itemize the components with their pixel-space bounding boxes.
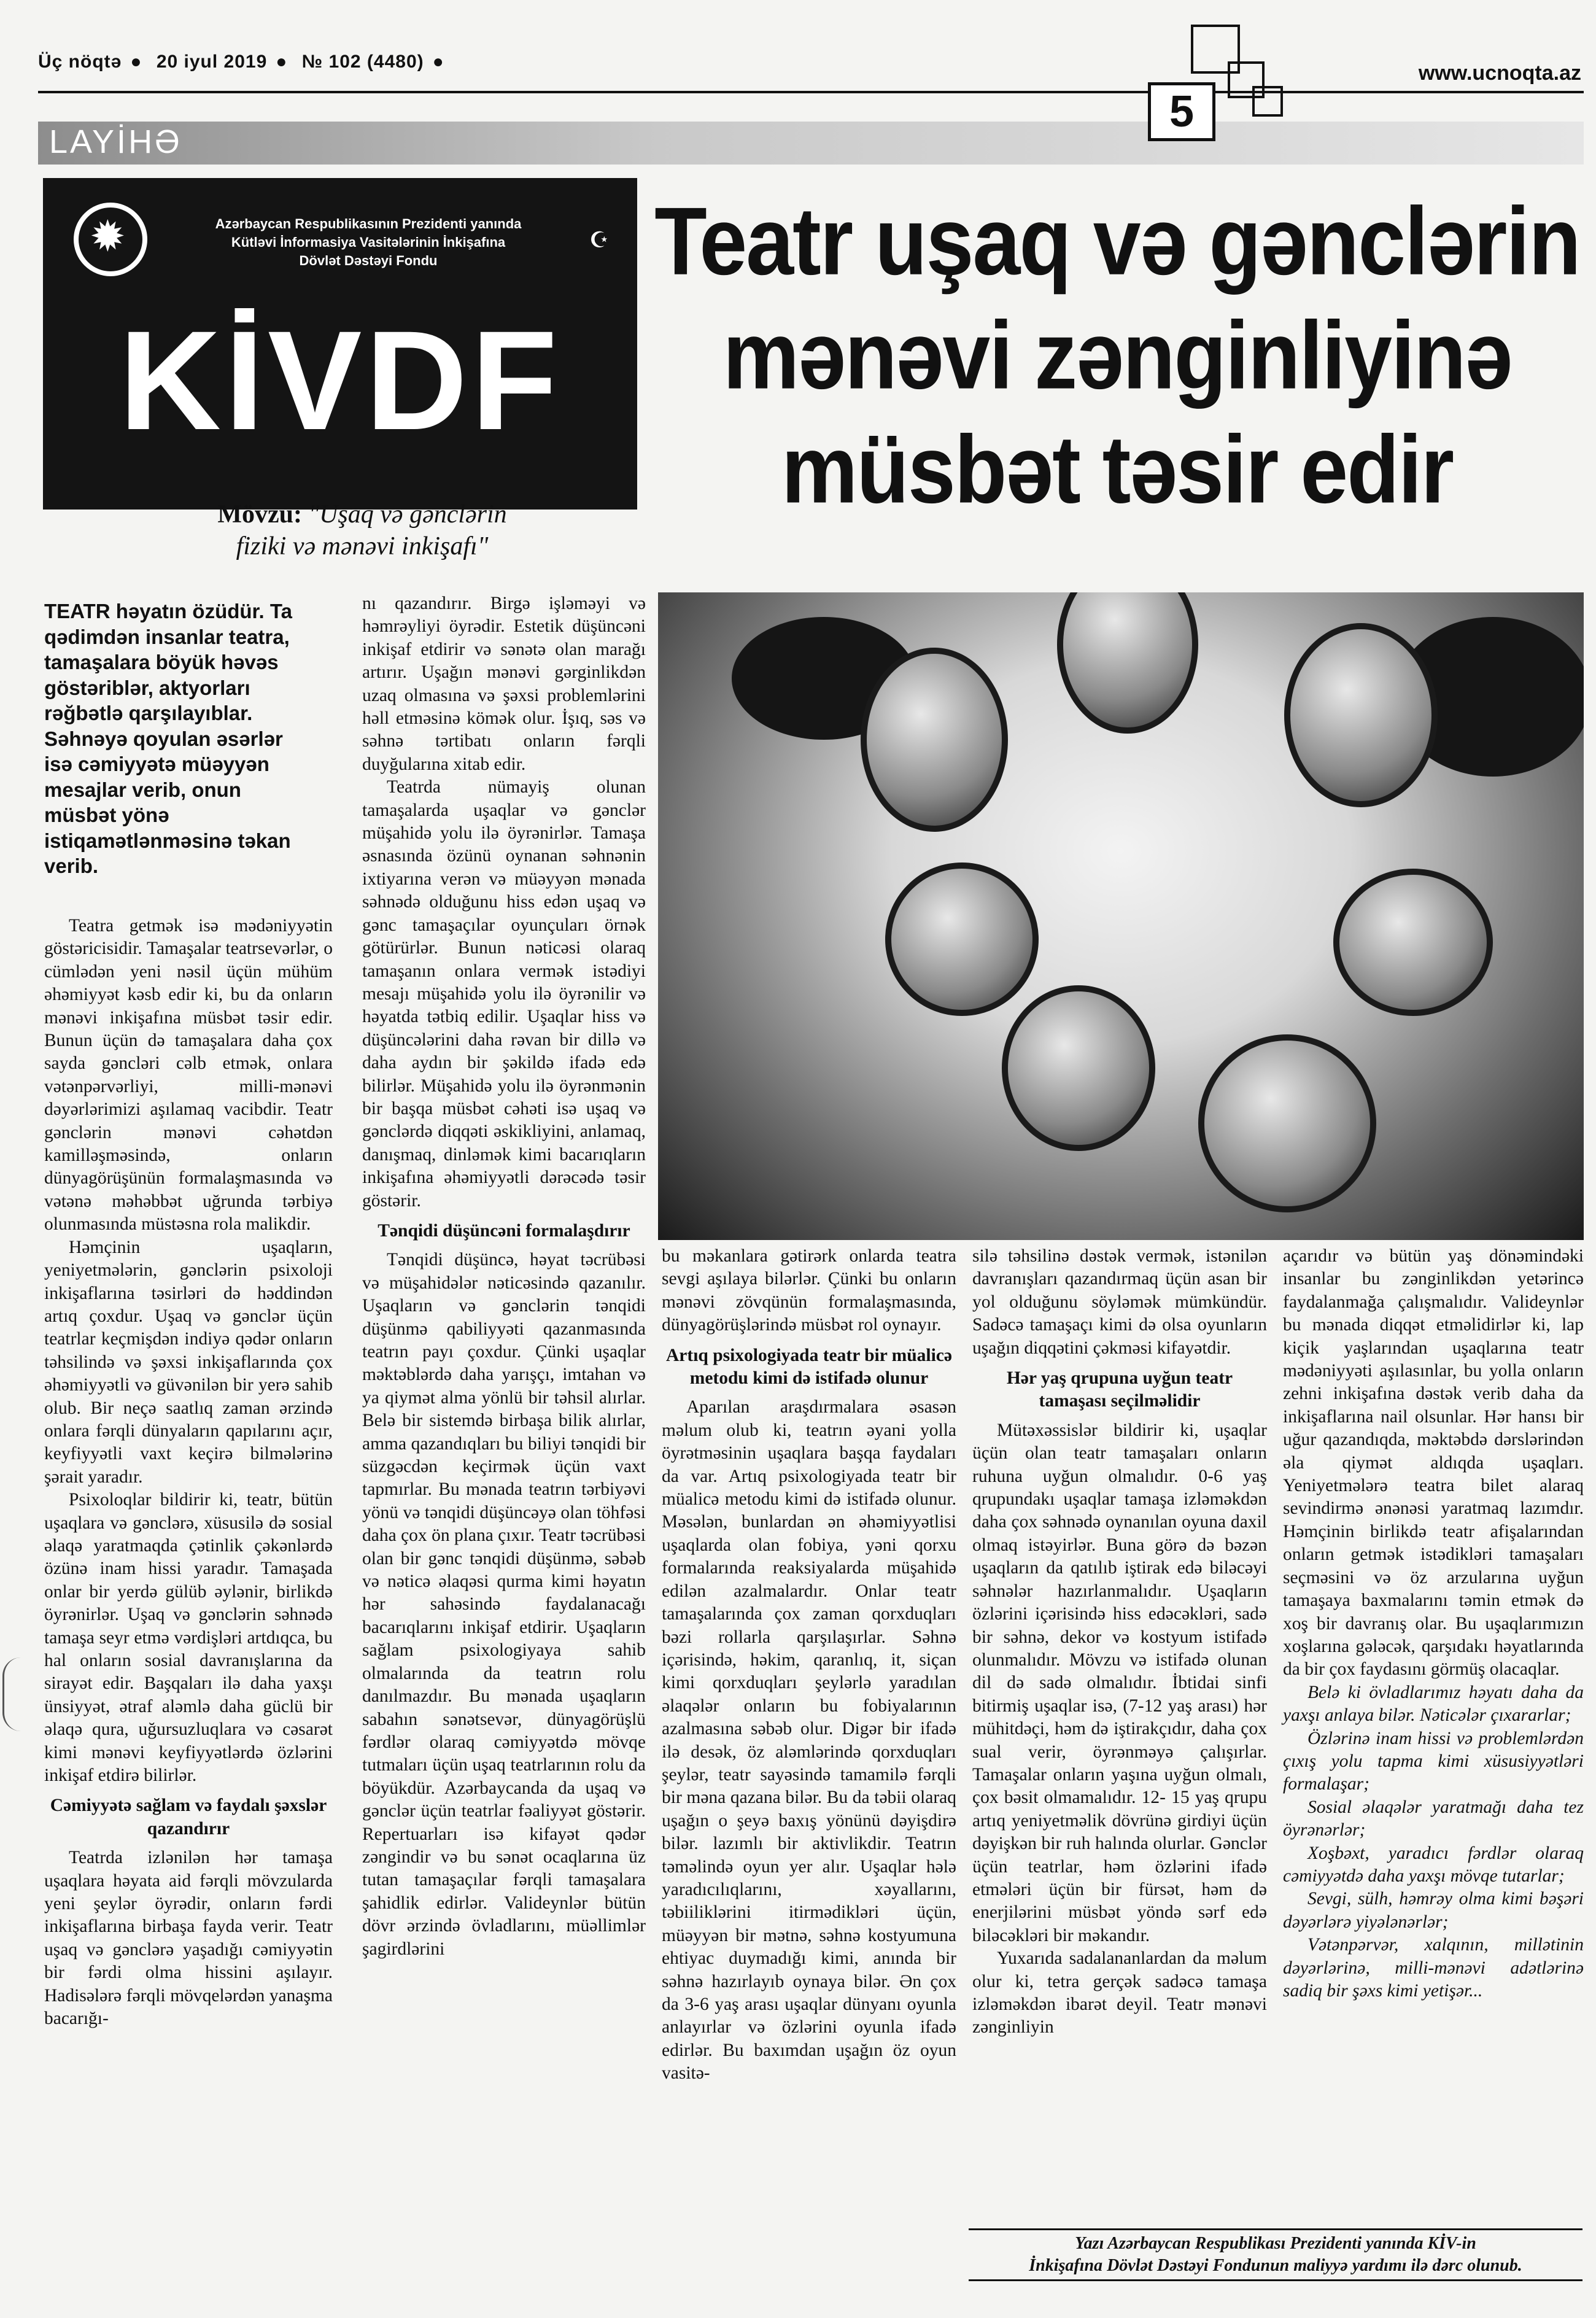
photo-face-1 <box>861 648 1008 832</box>
section-strip <box>38 122 1584 165</box>
c3-paragraph-2: Aparılan araşdırmalara əsasən məlum olub ki, teatrın əyani yolla öyrətməsinin uşaqlara başqa faydaları da var. Artıq psixologiyada teatr bir müalicə metodu kimi də istifadə olunur. Məsələn, bunlardan ən əhəmiyyətlisi uşaqlarda olan fobiya, yəni qorxu formalarında reaksiyalarda müşahidə edilən azalmalardır. Onlar teatr tamaşalarında çox zaman qorxduqları bəzi rollarla qarşılaşırlar. Səhnə içərisində, həkim, qaranlıq, it, siçan kimi qorxduqları şeylərlə yaradılan əlaqələr onların bu fobiyalarının azalmasına səbəb olur. Digər bir ifadə ilə desək, öz aləmlərində qorxduqları şeylər, teatr sayəsində tamamilə fərqli bir məna qazana bilər. Bu da təbii olaraq uşağın o şeyə baxış yönünü dəyişdirə bilər. lazımlı bir aktivlikdir. Teatrın təməlində oyun yer alır. Uşaqlar hələ yaradıcılıqlarını, xəyallarını, təbiiliklərini itirmədikləri üçün, müəyyən bir mətnə, səhnə kostyumuna ehtiyac duymadığı kimi, anında bir səhnə hazırlayıb oynaya bilər. Ən çox da 3-6 yaş arası uşaqlar dünyanı oyunla anlayırlar və özlərini oyunla ifadə edirlər. Bu baxımdan uşağın öz oyun vasitə- <box>662 1397 956 2083</box>
photo-face-3 <box>1284 623 1438 807</box>
section-label: LAYİHƏ <box>49 123 182 160</box>
topic-line2: fiziki və mənəvi inkişafı" <box>236 532 489 560</box>
topic-line1: "Uşaq və gənclərin <box>308 500 507 529</box>
c2-paragraph-3: Tənqidi düşüncə, həyat təcrübəsi və müşahidələr nəticəsində qazanılır. Uşaqların və gənclərin tənqidi düşünmə qabiliyyəti qazanmasında teatrın payı çoxdur. Çünki uşaqlar məktəblərdə daha yarışçı, imtahan və ya qiymət alma yönlü bir təhsil alırlar. Belə bir sistemdə birbaşa bilik alırlar, amma qazandıqları bu biliyi tənqidi bir süzgəcdən keçirmək üçün vaxt tapmırlar. Bu mənada teatrın tərbiyəvi yönü və tənqidi düşüncəyə olan töhfəsi daha çox ön plana çıxır. Teatr təcrübəsi olan bir gənc tənqidi düşünmə, səbəb və nəticə əlaqəsi qurma kimi həyatın hər sahəsində faydalanacağı bacarıqlarını inkişaf etdirir. Uşaqların sağlam psixologiyaya sahib olmalarında da teatrın rolu danılmazdır. Bu mənada uşaqların sabahın sənətsevər, dünyagörüşlü fərdlər olaraq cəmiyyətdə mövqe tutmaları üçün uşaq teatrlarının rolu da böyükdür. Azərbaycanda da uşaq və gənclər üçün teatrlar fəaliyyət göstərir. Repertuarları isə kifayət qədər zəngindir və bu sənət ocaqlarına üz tutan tamaşaçılar fərqli tamaşalara şahidlik edirlər. Valideynlər bütün dövr ərzində övladlarını, müəllimlər şagirdlərini <box>362 1250 646 1959</box>
c1-paragraph-3: Psixoloqlar bildirir ki, teatr, bütün uşaqlara və gənclərə, xüsusilə də sosial əlaqə yaratmaqda çətinlik çəkənlərdə özünə inam hissi yaradır. Tamaşada onlar bir yerdə gülüb əylənir, birlikdə öyrənirlər. Uşaq və gənclərin səhnədə tamaşa seyr etmə vərdişləri artdıqca, bu hal onların sosial davranışlarına da sirayət edir. Başqaları ilə daha yaxşı ünsiyyət, ətraf aləmlə daha güclü bir əlaqə qura, uğursuzluqlara və cəsarət kimi mənəvi keyfiyyətlərdə özlərini inkişaf etdirə bilirlər. <box>44 1490 333 1786</box>
c4-paragraph-3: Yuxarıda sadalananlardan da məlum olur ki, tetra gerçək sadəcə tamaşa izləməkdən ibarət deyil. Teatr mənəvi zənginliyin <box>972 1948 1267 2037</box>
c1-subheading: Cəmiyyətə sağlam və faydalı şəxslər qazandırır <box>50 1796 327 1839</box>
c2-paragraph-1: nı qazandırır. Birgə işləməyi və həmrəyliyi öyrədir. Estetik düşüncəni inkişaf etdirir və sənətə olan marağı artırır. Uşağın mənəvi gərginlikdən uzaq olmasına və şəxsi problemlərini həll etməsinə kömək olur. İşıq, səs və səhnə tərtibatı onların fərqli duyğularına xitab edir. <box>362 594 646 774</box>
margin-pen-mark <box>2 1657 39 1731</box>
website-link[interactable]: www.ucnoqta.az <box>1418 61 1581 85</box>
column-2 <box>362 592 646 1961</box>
fund-name-line3: Dövlət Dəstəyi Fondu <box>299 253 438 268</box>
fund-name-line1: Azərbaycan Respublikasının Prezidenti yanında <box>215 216 522 231</box>
c5-italic-2: Özlərinə inam hissi və problemlərdən çıxış yolu tapma kimi xüsusiyyətləri formalaşar; <box>1283 1728 1584 1794</box>
column-3 <box>662 1245 956 2085</box>
footnote-line2: İnkişafına Dövlət Dəstəyi Fondunun maliyyə yardımı ilə dərc olunub. <box>1029 2256 1522 2275</box>
topic-label: Mövzu: <box>217 500 302 529</box>
photo-face-7 <box>1198 1034 1376 1212</box>
c3-paragraph-1: bu məkanlara gətirərk onlarda teatra sevgi aşılaya bilərlər. Çünki bu onların mənəvi zövqünün formalaşmasında, dünyagörüşlərində müsbət rol oynayır. <box>662 1246 956 1335</box>
c5-paragraph-1: açarıdır və bütün yaş dönəmindəki insanlar bu zənginlikdən yetərincə faydalanmağa çalışmalıdır. Valideynlər bu mənada diqqət etməlidirlər ki, lap kiçik yaşlarından uşaqlarına teatr mədəniyyəti aşılasınlar, bu yolla onların zehni inkişafına dəstək verib daha da inkişaflarına nail olsunlar. Hər hansı bir uğur qazandıqda, məktəbdə dərslərindən əla qiymət aldıqda uşaqları. Yeniyetmələrə teatra bilet alaraq sevindirmə ənənəsi yaratmaq lazımdır. Həmçinin birlikdə teatr afişalarından onların getmək istədikləri tamaşaları seçməsini və öz arzularına uyğun tamaşaya baxmalarını təmin etmək də xoş bir davranış olar. Bu uşaqlarımızın xoşlarına gələcək, qarşıdakı həyatlarında da bir çox faydasını görmüş olacaqlar. <box>1283 1246 1584 1680</box>
article-lead: TEATR həyatın özüdür. Ta qədimdən insanlar teatra, tamaşalara böyük həvəs göstəriblər, aktyorları rəğbətlə qarşılayıblar. Səhnəyə qoyulan əsərlər isə cəmiyyətə müəyyən mesajlar verib, onun müsbət yönə istiqamətlənməsinə təkan verib. <box>44 600 292 877</box>
masthead-info <box>38 52 453 72</box>
c4-paragraph-1: silə təhsilinə dəstək vermək, istənilən davranışları qazandırmaq üçün asan bir yol olduğunu söyləmək mümkündür. Sadəcə tamaşaçı kimi də olsa oyunların uşağın diqqətini çəkməsi kifayətdir. <box>972 1246 1267 1358</box>
headline <box>651 184 1584 527</box>
c1-paragraph-1: Teatra getmək isə mədəniyyətin göstəricisidir. Tamaşalar teatrsevərlər, o cümlədən yeni nəsil üçün mühüm əhəmiyyət kəsb edir ki, bu da onların mənəvi inkişafına müsbət təsir edir. Bunun üçün də tamaşalara daha çox sayda gəncləri cəlb etmək, onlara vətənpərvərliyi, milli-mənəvi dəyərlərimizi aşılamaq vacibdir. Teatr gənclərin mənəvi cəhətdən kamilləşməsində, onların dünyagörüşünün formalaşmasında və vətənə məhəbbət uğrunda tərbiyə olunmasında müstəsna rola malikdir. <box>44 916 333 1235</box>
issue-date: 20 iyul 2019 <box>156 52 268 72</box>
c2-paragraph-2: Teatrda nümayiş olunan tamaşalarda uşaqlar və gənclər müşahidə yolu ilə öyrənirlər. Tamaşa əsnasında özünü oynanan səhnənin ixtiyarına verən və müəyyən mənada səhnədə olduğunu hiss edən uşaq və gənc tamaşaçılar oyunçuları örnək götürürlər. Bunun nəticəsi olaraq tamaşanın onlara vermək istədiyi mesajı müşahidə yolu ilə öyrənilir və həyatda tətbiq edilir. Uşaqlar hiss və düşüncələrini daha rəvan bir dillə və daha aydın bir şəkildə ifadə edə bilirlər. Müşahidə yolu ilə öyrənmənin bir başqa müsbət cəhəti isə uşaq və gənclərdə diqqəti əskikliyini, anlamaq, danışmaq, dinləmək kimi bacarıqların inkişafına əhəmiyyətli dərəcədə təsir göstərir. <box>362 777 646 1211</box>
photo-face-4 <box>885 862 1039 1016</box>
bullet-3: ● <box>432 52 444 72</box>
crescent-icon: ☪ <box>589 228 610 252</box>
page-number: 5 <box>1148 82 1215 141</box>
paper-name: Üç nöqtə <box>38 52 122 72</box>
c4-paragraph-2: Mütəxəssislər bildirir ki, uşaqlar üçün olan teatr tamaşaları onların ruhuna uyğun olmalıdır. 0-6 yaş qrupundakı uşaqlar tamaşa izləməkdən daha çox səhnədə oynanılan oyuna daxil olmaq istəyirlər. Buna görə də bəzən uşaqların da qatılıb iştirak edə biləcəyi səhnələr hazırlanmalıdır. Uşaqların özlərini içərisində hiss edəcəkləri, sadə bir səhnə, dekor və kostyum istifadə olunmalıdır. Mövzu və istifadə olunan dil də sadə olmalıdır. İbtidai sinfi bitirmiş uşaqlar isə, (7-12 yaş arası) hər mühitdəçi, həm də iştirakçıdır, daha çox sual verir, öyrənməyə çalışırlar. Tamaşalar onların yaşına uyğun olmalı, çox bəsit olmamalıdır. 12- 15 yaş qrupu artıq yeniyetməlik dövrünə girdiyi üçün dəyişkən bir ruh halında olurlar. Gənclər üçün teatrlar, həm özlərini ifadə etmələri üçün bir fürsət, həm də enerjilərini müsbət yöndə sərf edə biləcəkləri bir məkandır. <box>972 1420 1267 1945</box>
c3-subheading: Artıq psixologiyada teatr bir müalicə metodu kimi də istifadə olunur <box>666 1345 952 1389</box>
decor-square-3 <box>1252 86 1283 117</box>
article-photo <box>658 592 1584 1240</box>
column-5 <box>1283 1245 1584 2002</box>
fund-name <box>166 215 571 270</box>
bullet-2: ● <box>276 52 288 72</box>
c1-paragraph-4: Teatrda izlənilən hər tamaşa uşaqlara həyata aid fərqli mövzularda yeni şeylər öyrədir, onların fərdi inkişaflarına birbaşa fayda verir. Teatr uşaq və gənclərə yaşadığı cəmiyyətin bir fərdi olma hissini aşılayır. Hadisələrə fərqli mövqelərdən yanaşma bacarığı- <box>44 1848 333 2029</box>
photo-face-6 <box>1002 985 1155 1151</box>
headline-line3: müsbət təsir edir <box>781 415 1454 524</box>
topic <box>110 498 614 562</box>
bullet-1: ● <box>130 52 142 72</box>
c5-italic-5: Sevgi, sülh, həmrəy olma kimi bəşəri dəyərlərə yiyələnərlər; <box>1283 1889 1584 1932</box>
column-1 <box>44 915 333 2031</box>
sponsor-acronym: KİVDF <box>119 301 561 459</box>
fund-name-line2: Kütləvi İnformasiya Vasitələrinin İnkişafına <box>231 235 506 250</box>
c1-paragraph-2: Həmçinin uşaqların, yeniyetmələrin, gənclərin psixoloji inkişaflarına təsirləri də həddindən artıq çoxdur. Uşaq və gənclər üçün teatrlar keçmişdən indiyə qədər onların təhsilində və şəxsi inkişaflarında çox əhəmiyyətli və güvənilən bir yerə sahib olub. Bir neçə saatlıq zaman ərzində onlara fərqli dünyaların qapılarını açır, keyfiyyətli vaxt keçirə bilmələrinə şərait yaradır. <box>44 1237 333 1487</box>
headline-line1: Teatr uşaq və gənclərin <box>654 187 1580 295</box>
footnote-line1: Yazı Azərbaycan Respublikası Prezidenti yanında KİV-in <box>1075 2234 1476 2253</box>
column-4 <box>972 1245 1267 2039</box>
c5-italic-1: Belə ki övladlarımız həyatı daha da yaxşı anlaya bilər. Nəticələr çıxararlar; <box>1283 1682 1584 1726</box>
c5-italic-6: Vətənpərvər, xalqının, millətinin dəyərlərinə, milli-mənəvi adətlərinə sadiq bir şəxs kimi yetişər... <box>1283 1935 1584 2001</box>
masthead-rule <box>38 91 1584 93</box>
state-emblem-icon <box>74 203 147 276</box>
photo-face-5 <box>1333 869 1493 1016</box>
headline-line2: mənəvi zənginliyinə <box>722 301 1512 409</box>
c5-italic-3: Sosial əlaqələr yaratmağı daha tez öyrənərlər; <box>1283 1797 1584 1840</box>
c4-subheading: Hər yaş qrupuna uyğun teatr tamaşası seçilməlidir <box>1006 1368 1233 1411</box>
issue-number: № 102 (4480) <box>301 52 424 72</box>
funding-footnote <box>969 2228 1582 2281</box>
c2-subheading: Tənqidi düşüncəni formalaşdırır <box>378 1220 630 1241</box>
photo-face-2 <box>1057 592 1198 734</box>
sponsor-logo-box <box>43 178 637 510</box>
c5-italic-4: Xoşbəxt, yaradıcı fərdlər olaraq cəmiyyətdə daha yaxşı mövqe tutarlar; <box>1283 1843 1584 1886</box>
